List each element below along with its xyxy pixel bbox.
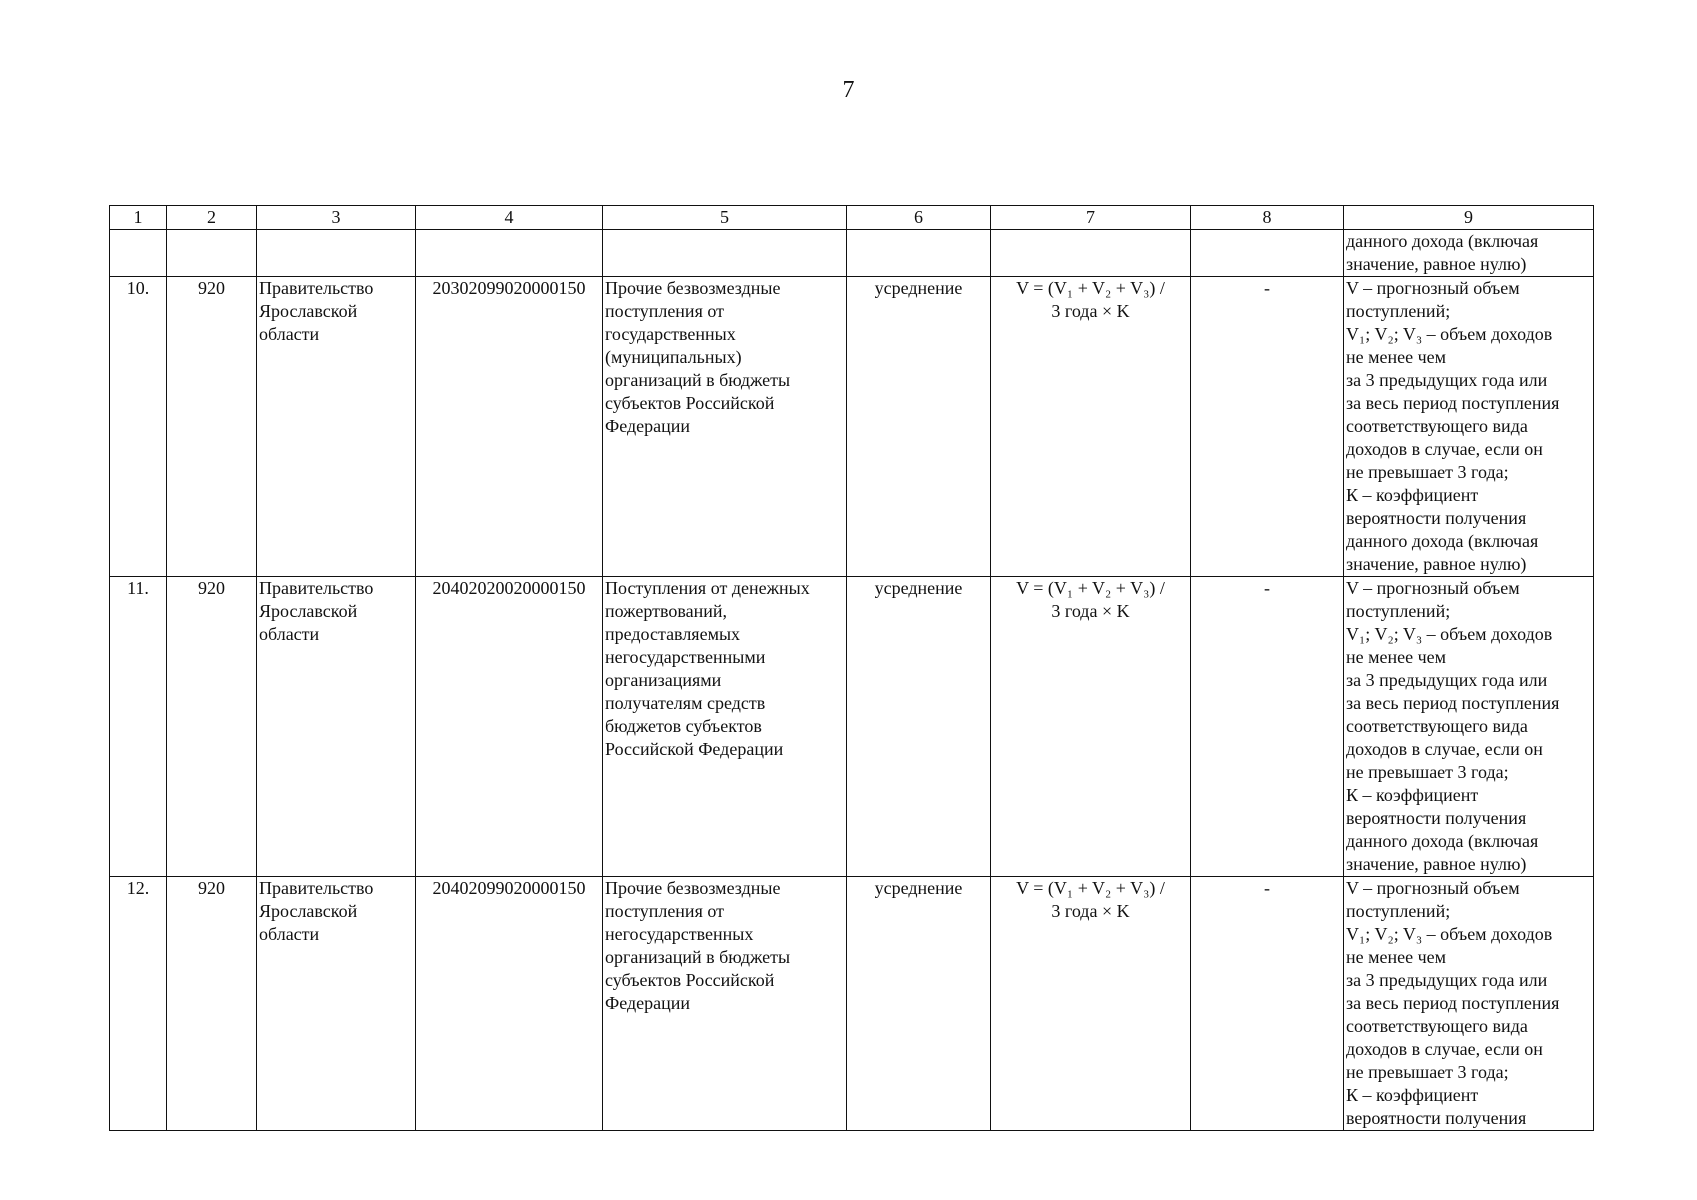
cell-empty xyxy=(257,230,416,277)
cell-admin-code: 920 xyxy=(167,577,257,877)
cell-empty xyxy=(603,230,847,277)
text-line: не менее чем xyxy=(1346,347,1447,367)
text-line: за весь период поступления xyxy=(1346,993,1560,1013)
text-line: не превышает 3 года; xyxy=(1346,462,1509,482)
text-line: V₁; V₂; V₃ – объем доходов xyxy=(1346,324,1553,344)
text-line: 3 года × K xyxy=(1051,601,1130,621)
text-line: Ярославской xyxy=(259,601,358,621)
table-row xyxy=(110,277,1594,577)
cell-kbk-code: 20402099020000150 xyxy=(416,877,603,1131)
text-line: Ярославской xyxy=(259,901,358,921)
text-line: области xyxy=(259,624,320,644)
cell-col8: - xyxy=(1191,577,1344,877)
cell-row-number: 12. xyxy=(110,877,167,1131)
cell-kbk-code: 20402020020000150 xyxy=(416,577,603,877)
text-line: значение, равное нулю) xyxy=(1346,254,1527,274)
text-line: значение, равное нулю) xyxy=(1346,854,1527,874)
cell-col8: - xyxy=(1191,277,1344,577)
text-line: данного дохода (включая xyxy=(1346,831,1539,851)
text-line: 3 года × K xyxy=(1051,901,1130,921)
text-line: К – коэффициент xyxy=(1346,1085,1479,1105)
text-line: за весь период поступления xyxy=(1346,393,1560,413)
cell-empty xyxy=(110,230,167,277)
text-line: поступления от xyxy=(605,901,724,921)
column-header-1: 1 xyxy=(110,206,167,230)
text-line: значение, равное нулю) xyxy=(1346,554,1527,574)
cell-row-number: 11. xyxy=(110,577,167,877)
text-line: V = (V₁ + V₂ + V₃) / xyxy=(1016,278,1165,298)
column-header-5: 5 xyxy=(603,206,847,230)
cell-description-continuation xyxy=(1344,230,1594,277)
column-header-8: 8 xyxy=(1191,206,1344,230)
text-line: пожертвований, xyxy=(605,601,728,621)
text-line: бюджетов субъектов xyxy=(605,716,762,736)
text-line: V = (V₁ + V₂ + V₃) / xyxy=(1016,878,1165,898)
column-header-6: 6 xyxy=(847,206,991,230)
text-line: вероятности получения xyxy=(1346,508,1527,528)
text-line: Федерации xyxy=(605,993,691,1013)
text-line: за 3 предыдущих года или xyxy=(1346,670,1548,690)
text-line: области xyxy=(259,924,320,944)
text-line: организациями xyxy=(605,670,722,690)
cell-formula xyxy=(991,577,1191,877)
cell-admin-code: 920 xyxy=(167,277,257,577)
cell-formula xyxy=(991,877,1191,1131)
text-line: соответствующего вида xyxy=(1346,716,1528,736)
cell-empty xyxy=(847,230,991,277)
text-line: поступления от xyxy=(605,301,724,321)
text-line: Федерации xyxy=(605,416,691,436)
text-line: К – коэффициент xyxy=(1346,485,1479,505)
text-line: за весь период поступления xyxy=(1346,693,1560,713)
cell-description xyxy=(1344,877,1594,1131)
revenue-forecast-table xyxy=(109,205,1594,1131)
text-line: получателям средств xyxy=(605,693,766,713)
text-line: доходов в случае, если он xyxy=(1346,1039,1543,1059)
text-line: организаций в бюджеты xyxy=(605,947,791,967)
text-line: организаций в бюджеты xyxy=(605,370,791,390)
cell-kbk-code: 20302099020000150 xyxy=(416,277,603,577)
text-line: государственных xyxy=(605,324,736,344)
text-line: вероятности получения xyxy=(1346,808,1527,828)
text-line: соответствующего вида xyxy=(1346,1016,1528,1036)
text-line: вероятности получения xyxy=(1346,1108,1527,1128)
cell-empty xyxy=(416,230,603,277)
text-line: Правительство xyxy=(259,278,374,298)
column-header-7: 7 xyxy=(991,206,1191,230)
text-line: предоставляемых xyxy=(605,624,741,644)
text-line: Российской Федерации xyxy=(605,739,784,759)
text-line: V – прогнозный объем xyxy=(1346,278,1520,298)
text-line: V – прогнозный объем xyxy=(1346,878,1520,898)
text-line: доходов в случае, если он xyxy=(1346,439,1543,459)
text-line: за 3 предыдущих года или xyxy=(1346,370,1548,390)
text-line: не превышает 3 года; xyxy=(1346,762,1509,782)
cell-empty xyxy=(167,230,257,277)
page-number: 7 xyxy=(842,77,855,103)
cell-description xyxy=(1344,277,1594,577)
text-line: К – коэффициент xyxy=(1346,785,1479,805)
cell-revenue-name xyxy=(603,577,847,877)
column-header-4: 4 xyxy=(416,206,603,230)
text-line: Правительство xyxy=(259,578,374,598)
text-line: области xyxy=(259,324,320,344)
text-line: Поступления от денежных xyxy=(605,578,810,598)
cell-method: усреднение xyxy=(847,877,991,1131)
cell-revenue-name xyxy=(603,877,847,1131)
cell-administrator xyxy=(257,577,416,877)
cell-row-number: 10. xyxy=(110,277,167,577)
column-header-2: 2 xyxy=(167,206,257,230)
column-header-9: 9 xyxy=(1344,206,1594,230)
cell-method: усреднение xyxy=(847,277,991,577)
text-line: доходов в случае, если он xyxy=(1346,739,1543,759)
text-line: негосударственными xyxy=(605,647,766,667)
cell-col8: - xyxy=(1191,877,1344,1131)
text-line: 3 года × K xyxy=(1051,301,1130,321)
cell-administrator xyxy=(257,877,416,1131)
cell-administrator xyxy=(257,277,416,577)
text-line: Прочие безвозмездные xyxy=(605,878,781,898)
cell-description xyxy=(1344,577,1594,877)
cell-empty xyxy=(1191,230,1344,277)
text-line: не менее чем xyxy=(1346,647,1447,667)
text-line: V₁; V₂; V₃ – объем доходов xyxy=(1346,624,1553,644)
text-line: субъектов Российской xyxy=(605,970,775,990)
text-line: негосударственных xyxy=(605,924,754,944)
text-line: поступлений; xyxy=(1346,301,1451,321)
text-line: поступлений; xyxy=(1346,901,1451,921)
text-line: V₁; V₂; V₃ – объем доходов xyxy=(1346,924,1553,944)
table-row-continuation xyxy=(110,230,1594,277)
text-line: поступлений; xyxy=(1346,601,1451,621)
header-row xyxy=(110,206,1594,230)
text-line: V = (V₁ + V₂ + V₃) / xyxy=(1016,578,1165,598)
text-line: Прочие безвозмездные xyxy=(605,278,781,298)
text-line: Правительство xyxy=(259,878,374,898)
cell-formula xyxy=(991,277,1191,577)
cell-empty xyxy=(991,230,1191,277)
cell-revenue-name xyxy=(603,277,847,577)
text-line: данного дохода (включая xyxy=(1346,531,1539,551)
text-line: за 3 предыдущих года или xyxy=(1346,970,1548,990)
text-line: не превышает 3 года; xyxy=(1346,1062,1509,1082)
text-line: (муниципальных) xyxy=(605,347,742,367)
text-line: не менее чем xyxy=(1346,947,1447,967)
text-line: V – прогнозный объем xyxy=(1346,578,1520,598)
text-line: данного дохода (включая xyxy=(1346,231,1539,251)
column-header-3: 3 xyxy=(257,206,416,230)
text-line: субъектов Российской xyxy=(605,393,775,413)
table-row xyxy=(110,877,1594,1131)
text-line: соответствующего вида xyxy=(1346,416,1528,436)
text-line: Ярославской xyxy=(259,301,358,321)
table-row xyxy=(110,577,1594,877)
cell-method: усреднение xyxy=(847,577,991,877)
cell-admin-code: 920 xyxy=(167,877,257,1131)
